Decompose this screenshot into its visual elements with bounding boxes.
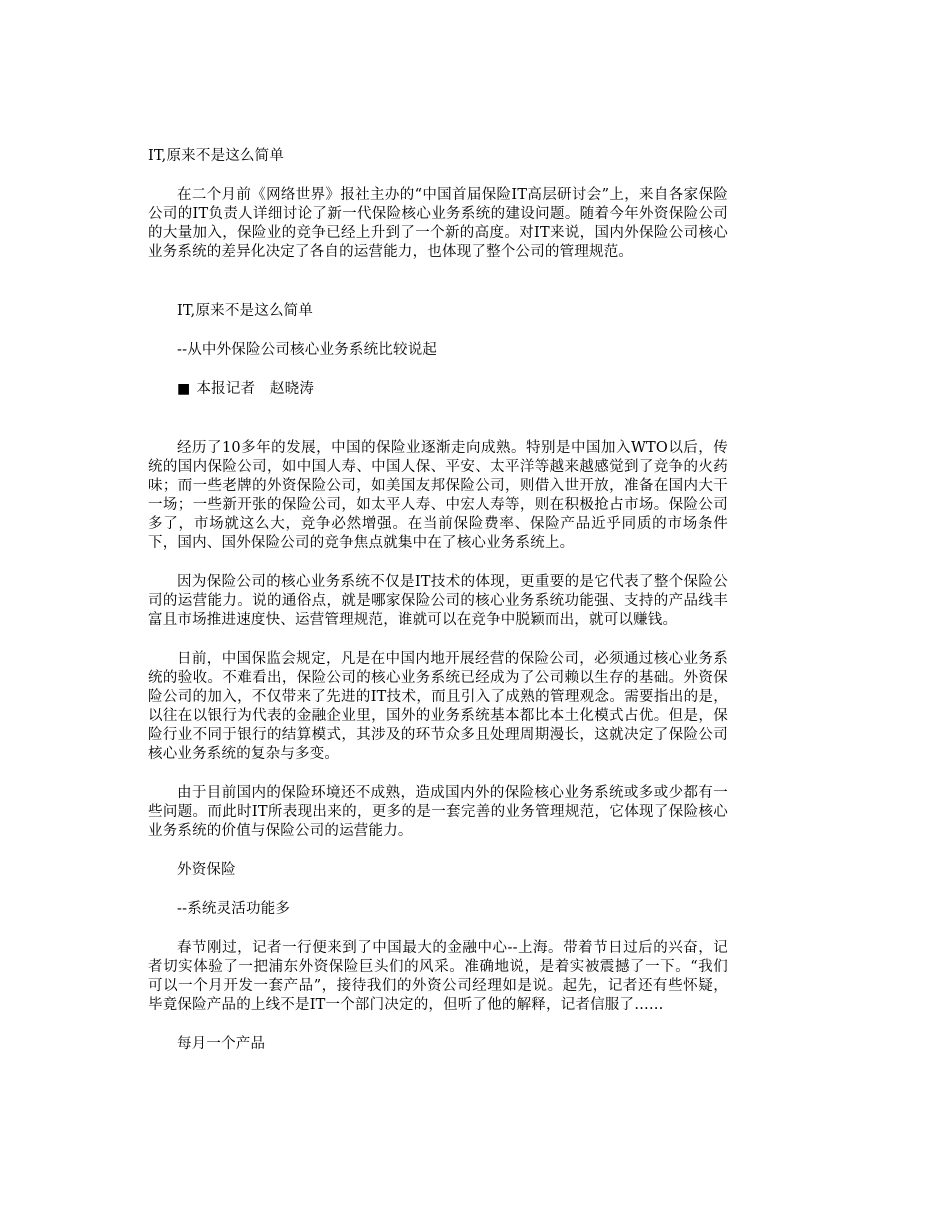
section-subtitle: --系统灵活功能多	[177, 901, 291, 917]
intro-paragraph: 在二个月前《网络世界》报社主办的“中国首届保险IT高层研讨会”上，来自各家保险公司的IT负责人详细讨论了新一代保险核心业务系统的建设问题。随着今年外资保险公司的大量加入，保险业的竞争已经上升到了一个新的高度。对IT来说，国内外保险公司核心业务系统的差异化决定了各自的运营能力，也体现了整个公司的管理规范。	[148, 187, 728, 260]
article-subtitle: --从中外保险公司核心业务系统比较说起	[177, 342, 438, 358]
body-paragraph: 日前，中国保监会规定，凡是在中国内地开展经营的保险公司，必须通过核心业务系统的验收。不难看出，保险公司的核心业务系统已经成为了公司赖以生存的基础。外资保险公司的加入，不仅带来了先进的IT技术，而且引入了成熟的管理观念。需要指出的是，以往在以银行为代表的金融企业里，国外的业务系统基本都比本土化模式占优。但是，保险行业不同于银行的结算模式，其涉及的环节众多且处理周期漫长，这就决定了保险公司核心业务系统的复杂与多变。	[148, 651, 728, 762]
document-page	[148, 147, 728, 1054]
article-title: IT,原来不是这么简单	[177, 303, 314, 319]
header-title: IT,原来不是这么简单	[148, 148, 285, 164]
byline-text: 本报记者 赵晓涛	[196, 381, 315, 397]
section-title: 外资保险	[177, 862, 236, 878]
square-bullet-icon: ■	[177, 381, 191, 397]
byline	[148, 380, 728, 399]
body-paragraph: 因为保险公司的核心业务系统不仅是IT技术的体现，更重要的是它代表了整个保险公司的运营能力。说的通俗点，就是哪家保险公司的核心业务系统功能强、支持的产品线丰富且市场推进速度快、运营管理规范，谁就可以在竞争中脱颖而出，就可以赚钱。	[148, 574, 728, 628]
body-paragraph: 春节刚过，记者一行便来到了中国最大的金融中心--上海。带着节日过后的兴奋，记者切实体验了一把浦东外资保险巨头们的风采。准确地说，是着实被震撼了一下。“我们可以一个月开发一套产品”，接待我们的外资公司经理如是说。起先，记者还有些怀疑，毕竟保险产品的上线不是IT一个部门决定的，但听了他的解释，记者信服了……	[148, 940, 728, 1013]
body-paragraph: 经历了10多年的发展，中国的保险业逐渐走向成熟。特别是中国加入WTO以后，传统的国内保险公司，如中国人寿、中国人保、平安、太平洋等越来越感觉到了竞争的火药味；而一些老牌的外资保险公司，如美国友邦保险公司，则借入世开放，准备在国内大干一场；一些新开张的保险公司，如太平人寿、中宏人寿等，则在积极抢占市场。保险公司多了，市场就这么大，竞争必然增强。在当前保险费率、保险产品近乎同质的市场条件下，国内、国外保险公司的竞争焦点就集中在了核心业务系统上。	[148, 440, 728, 551]
section-title: 每月一个产品	[177, 1036, 266, 1052]
body-paragraph: 由于目前国内的保险环境还不成熟，造成国内外的保险核心业务系统或多或少都有一些问题。而此时IT所表现出来的，更多的是一套完善的业务管理规范，它体现了保险核心业务系统的价值与保险公司的运营能力。	[148, 785, 728, 839]
